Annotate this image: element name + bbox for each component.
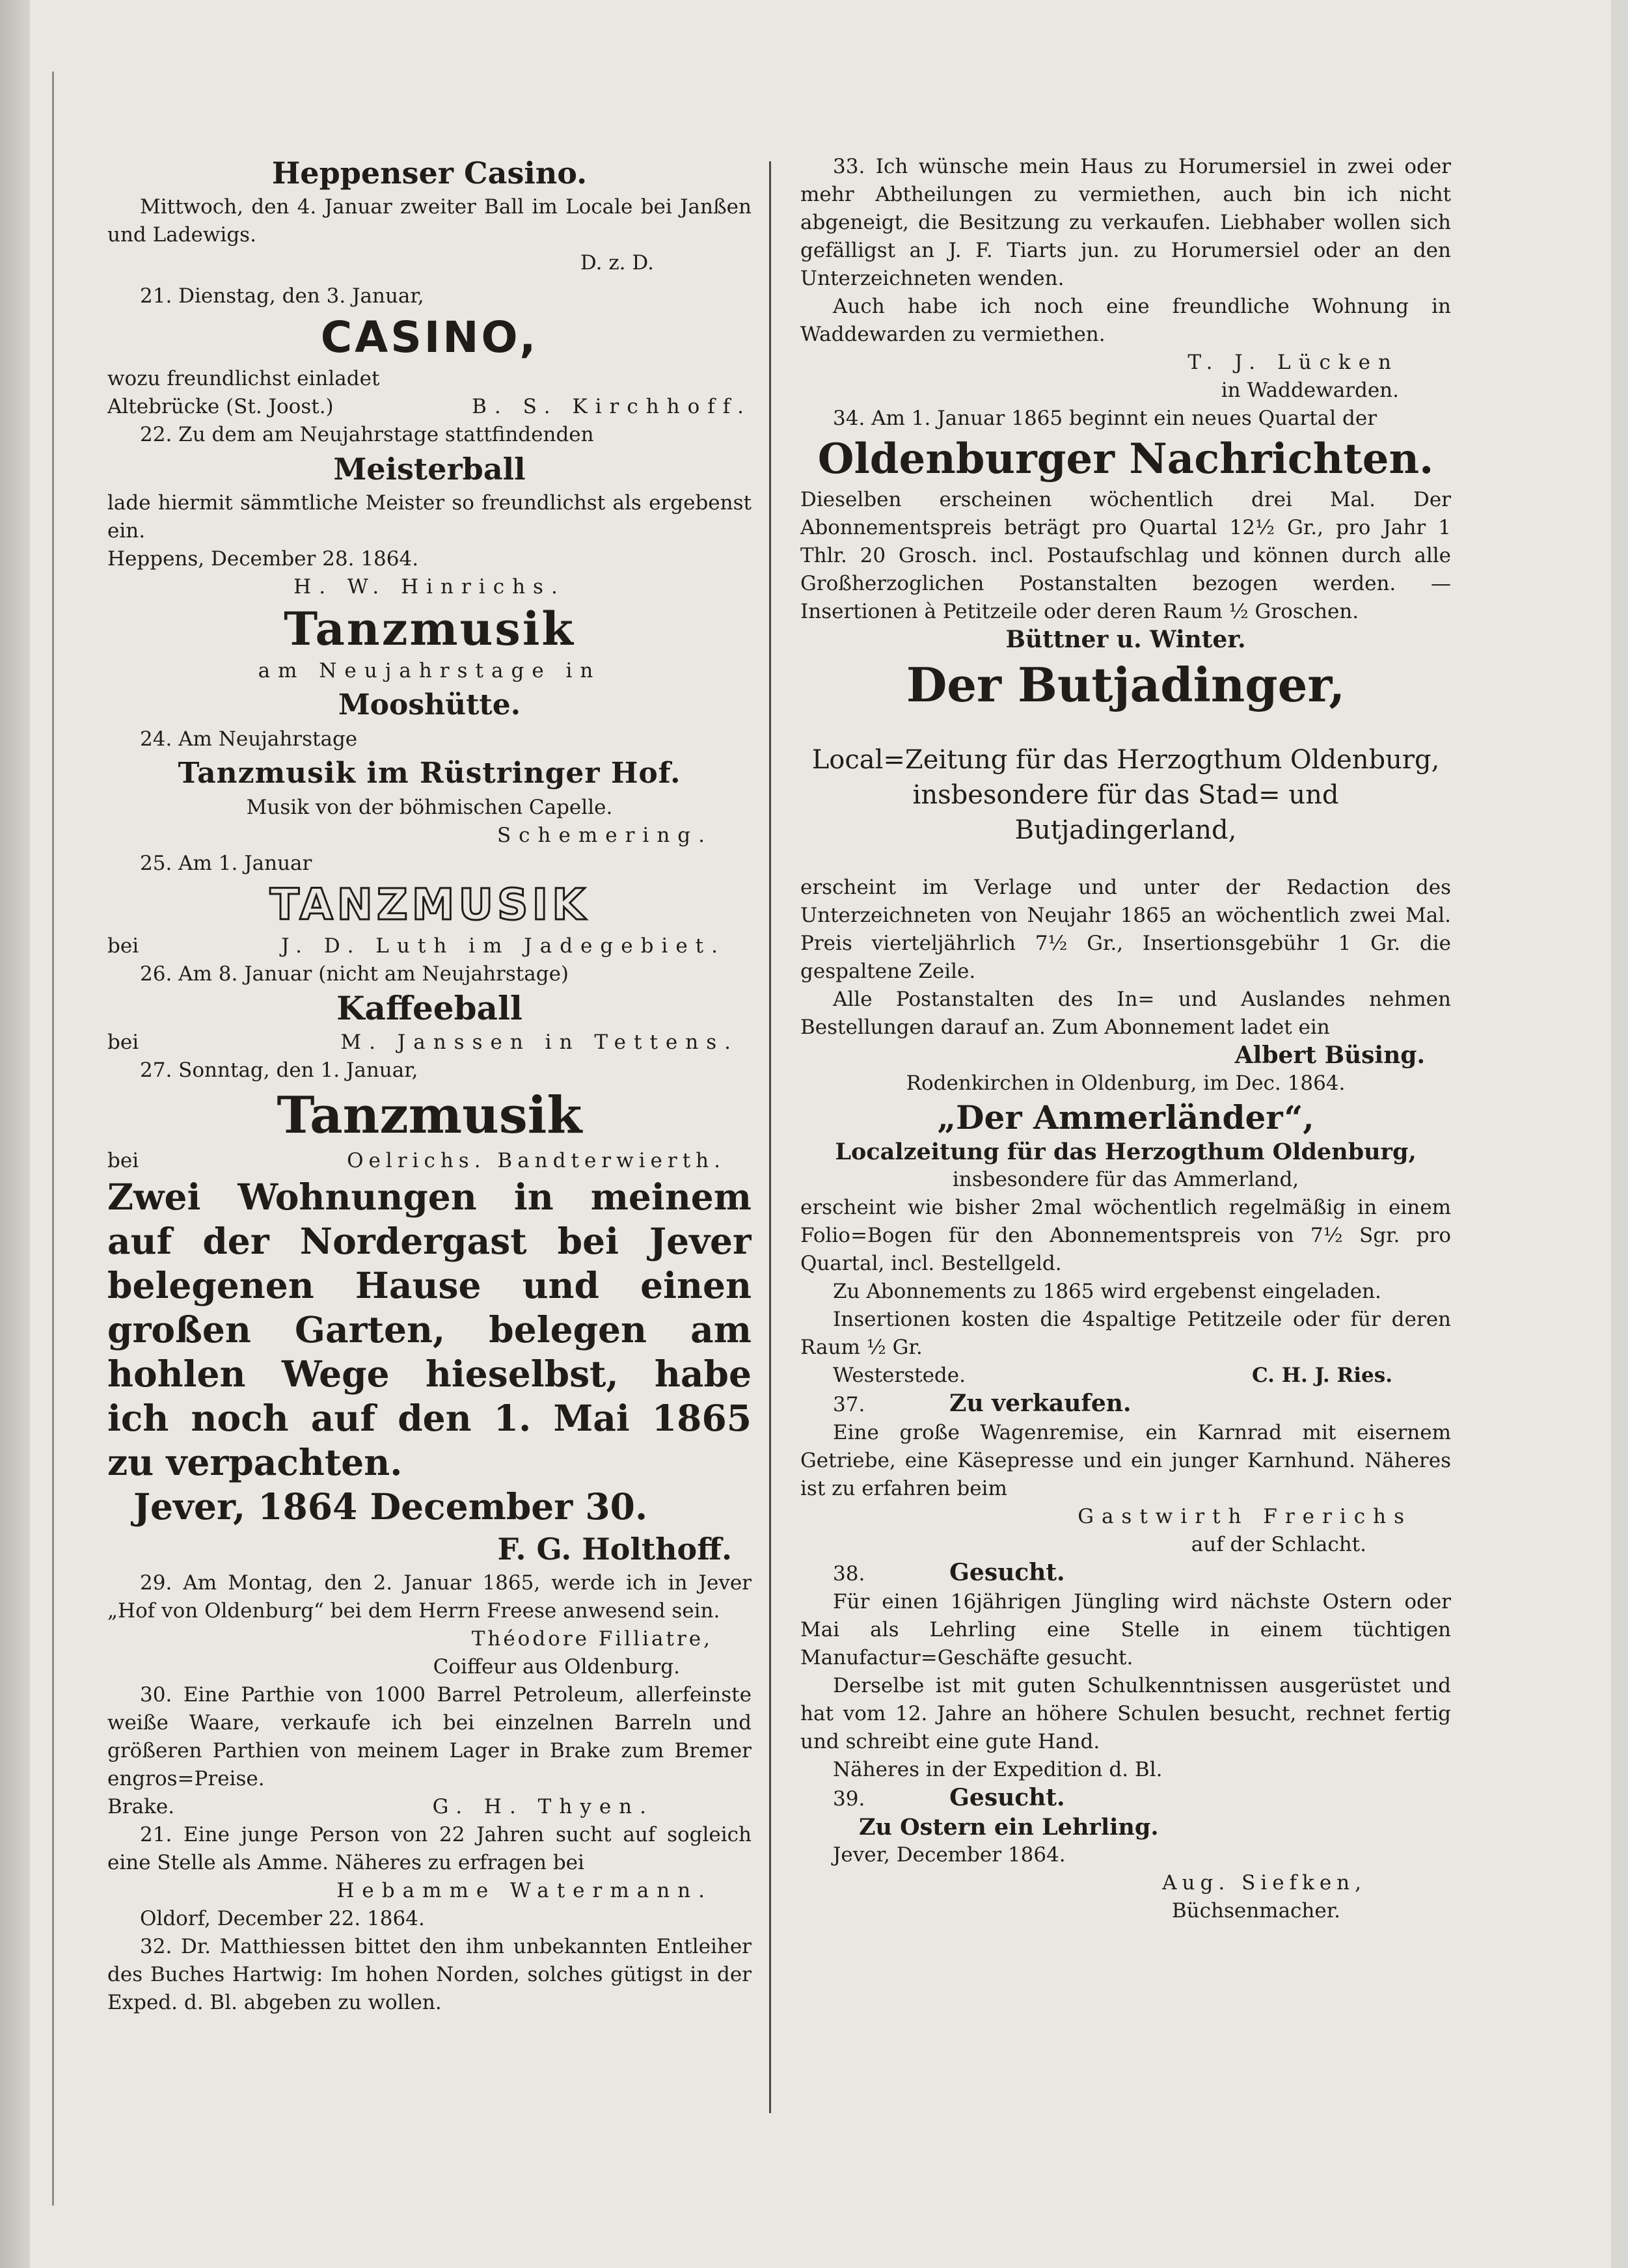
ad-headline: „Der Ammerländer“, <box>937 1098 1314 1137</box>
ad-body: 32. Dr. Matthiessen bittet den ihm unbekannten Entleiher des Buches Hartwig: Im hohen Norden, solches gütigst in der Exped. d. Bl. abgeben zu wollen. <box>107 1935 752 2014</box>
ad-line: 34. Am 1. Januar 1865 beginnt ein neues Quartal der <box>833 407 1377 430</box>
ad-line: 24. Am Neujahrstage <box>140 727 358 751</box>
ad-headline: Meisterball <box>333 452 526 487</box>
ad-line: 26. Am 8. Januar (nicht am Neujahrstage) <box>140 962 569 986</box>
ad-signature: Büttner u. Winter. <box>1005 626 1246 653</box>
ad-signature: G. H. Thyen. <box>432 1795 654 1818</box>
ad-headline: CASINO, <box>320 312 539 362</box>
ad-place: Westerstede. <box>833 1364 966 1387</box>
ad-heppenser-casino <box>107 153 752 277</box>
ad-bei: bei <box>107 1149 139 1172</box>
ad-signature: Oelrichs. Bandterwierth. <box>347 1149 726 1172</box>
ad-bei: bei <box>107 934 139 958</box>
ad-headline: TANZMUSIK <box>269 880 590 930</box>
ad-body-2: Zu Abonnements zu 1865 wird ergebenst eingeladen. <box>833 1280 1381 1303</box>
ad-signature: Théodore Filliatre, <box>471 1627 712 1651</box>
ad-subheadline: Local=Zeitung für das Herzogthum Oldenburg, insbesondere für das Stad= und Butjadingerland, <box>811 745 1440 845</box>
ad-line: 27. Sonntag, den 1. Januar, <box>140 1059 418 1082</box>
ad-subheadline-2: insbesondere für das Ammerland, <box>952 1168 1299 1191</box>
ad-headline: Tanzmusik <box>284 602 575 656</box>
ad-30 <box>107 1681 752 1821</box>
ad-signature: M. Janssen in Tettens. <box>340 1031 739 1054</box>
ad-signature: H. W. Hinrichs. <box>293 575 565 599</box>
ad-body: Zwei Wohnungen in meinem auf der Nordergast bei Jever belegenen Hause und einen großen Garten, belegen am hohlen Wege hieselbst, habe ich noch auf den 1. Mai 1865 zu verpachten. <box>107 1176 752 1483</box>
ad-body: erscheint wie bisher 2mal wöchentlich regelmäßig in einem Folio=Bogen für den Abonnementspreis von 7½ Sgr. pro Quartal, incl. Bestellgeld. <box>800 1196 1451 1275</box>
ad-headline: Oldenburger Nachrichten. <box>817 435 1434 483</box>
ad-signature: Gastwirth Frerichs <box>1078 1505 1412 1528</box>
ad-38 <box>800 1559 1451 1784</box>
ad-37 <box>800 1390 1451 1559</box>
ad-number: 39. <box>833 1787 865 1811</box>
ad-sign-row <box>800 1362 1451 1390</box>
ad-signature: B. S. Kirchhoff. <box>472 395 752 418</box>
ad-heading-row <box>800 1390 1451 1419</box>
left-column <box>107 153 752 2183</box>
ad-headline: Heppenser Casino. <box>271 155 588 191</box>
ad-bei: bei <box>107 1031 139 1054</box>
ad-heading-row <box>800 1559 1451 1588</box>
ad-headline: Gesucht. <box>949 1784 1065 1811</box>
ad-body-2: Derselbe ist mit guten Schulkenntnissen ausgerüstet und hat vom 12. Jahre an höhere Schulen besucht, rechnet fertig und schreibt eine gute Hand. <box>800 1674 1451 1753</box>
ad-headline: Tanzmusik <box>277 1086 582 1145</box>
ad-body: Eine große Wagenremise, ein Karnrad mit eisernem Getriebe, eine Käsepresse und ein junger Karnhund. Näheres ist zu erfahren beim <box>800 1421 1451 1500</box>
ad-body-3: Insertionen kosten die 4spaltige Petitzeile oder für deren Raum ½ Gr. <box>800 1308 1451 1359</box>
ad-body-3: Näheres in der Expedition d. Bl. <box>833 1758 1163 1781</box>
ad-headline: Gesucht. <box>949 1559 1065 1586</box>
book-spine <box>0 0 30 2268</box>
ad-body: Mittwoch, den 4. Januar zweiter Ball im Locale bei Janßen und Ladewigs. <box>107 195 752 247</box>
ad-sign-row <box>107 1147 752 1175</box>
ad-body: erscheint im Verlage und unter der Redaction des Unterzeichneten von Neujahr 1865 an wöchentlich zwei Mal. Preis vierteljährlich 7½ Gr., Insertionsgebühr 1 Gr. die gespaltene Zeile. <box>800 876 1451 983</box>
ad-signature-place: auf der Schlacht. <box>1191 1533 1366 1556</box>
ad-sign-row <box>107 1029 752 1057</box>
ad-27 <box>107 1057 752 1175</box>
ad-place: Mooshütte. <box>338 688 521 722</box>
ad-32 <box>107 1933 752 2017</box>
ad-34 <box>800 405 1451 654</box>
ad-body: Für einen 16jährigen Jüngling wird nächste Ostern oder Mai als Lehrling eine Stelle in einem tüchtigen Manufactur=Geschäfte gesucht. <box>800 1590 1451 1669</box>
ad-subheadline: Localzeitung für das Herzogthum Oldenburg, <box>835 1139 1417 1165</box>
ad-headline: Der Butjadinger, <box>906 657 1346 712</box>
ad-line: am Neujahrstage in <box>258 659 601 682</box>
ad-date: Jever, December 1864. <box>833 1843 1066 1867</box>
ad-body: Musik von der böhmischen Capelle. <box>246 796 613 819</box>
ad-signature: J. D. Luth im Jadegebiet. <box>281 934 726 958</box>
ad-sign-row <box>107 932 752 960</box>
ad-signature: Albert Büsing. <box>1234 1042 1425 1069</box>
page-edge-line <box>52 72 54 2206</box>
ad-date: Oldorf, December 22. 1864. <box>140 1907 425 1930</box>
ad-25 <box>107 850 752 960</box>
ad-body-2: Auch habe ich noch eine freundliche Wohnung in Waddewarden zu vermiethen. <box>800 295 1451 346</box>
column-divider <box>769 161 771 2113</box>
ad-number: 38. <box>833 1562 865 1586</box>
ad-signature-title: Coiffeur aus Oldenburg. <box>433 1655 680 1679</box>
ad-line: 22. Zu dem am Neujahrstage stattfindenden <box>140 423 594 446</box>
ad-line: 25. Am 1. Januar <box>140 852 312 875</box>
ad-ammerlaender <box>800 1098 1451 1390</box>
ad-headline: Tanzmusik im Rüstringer Hof. <box>178 757 681 790</box>
ad-body: 30. Eine Parthie von 1000 Barrel Petroleum, allerfeinste weiße Waare, verkaufe ich bei einzelnen Barreln und größeren Parthien von meinem Lager in Brake zum Bremer engros=Preise. <box>107 1683 752 1790</box>
ad-28 <box>107 1175 752 1569</box>
ad-subheadline: Zu Ostern ein Lehrling. <box>859 1814 1159 1841</box>
ad-24 <box>107 725 752 850</box>
ad-body: lade hiermit sämmtliche Meister so freundlichst als ergebenst ein. <box>107 491 752 543</box>
ad-29 <box>107 1569 752 1681</box>
ad-headline: Kaffeeball <box>336 989 522 1027</box>
ad-signature: D. z. D. <box>580 251 654 275</box>
ad-26 <box>107 960 752 1057</box>
ad-butjadinger <box>800 654 1451 1098</box>
ad-headline: Zu verkaufen. <box>949 1390 1132 1417</box>
ad-body: 33. Ich wünsche mein Haus zu Horumersiel in zwei oder mehr Abtheilungen zu vermiethen, auch bin ich nicht abgeneigt, die Besitzung zu verkaufen. Liebhaber wollen sich gefälligst an J. F. Tiarts jun. zu Horumersiel oder an den Unterzeichneten wenden. <box>800 155 1451 290</box>
ad-22 <box>107 421 752 601</box>
ad-date: Rodenkirchen in Oldenburg, im Dec. 1864. <box>906 1072 1346 1095</box>
ad-signature-place: in Waddewarden. <box>1221 379 1399 402</box>
ad-heading-row <box>800 1784 1451 1813</box>
ad-body: Dieselben erscheinen wöchentlich drei Mal. Der Abonnementspreis beträgt pro Quartal 12½ Gr., pro Jahr 1 Thlr. 20 Grosch. incl. Postaufschlag und können durch alle Großherzoglichen Postanstalten bezogen werden. — Insertionen à Petitzeile oder deren Raum ½ Groschen. <box>800 488 1451 623</box>
ad-place: Altebrücke (St. Joost.) <box>107 395 334 418</box>
ad-body: wozu freundlichst einladet <box>107 367 380 390</box>
ad-signature: T. J. Lücken <box>1187 351 1399 374</box>
ad-31 <box>107 1821 752 1933</box>
ad-33 <box>800 153 1451 405</box>
ad-body: 29. Am Montag, den 2. Januar 1865, werde ich in Jever „Hof von Oldenburg“ bei dem Herrn Freese anwesend sein. <box>107 1571 752 1623</box>
ad-signature: Hebamme Watermann. <box>336 1879 712 1902</box>
ad-signature: C. H. J. Ries. <box>1252 1364 1392 1387</box>
ad-place: Brake. <box>107 1795 175 1818</box>
ad-signature: Schemering. <box>496 824 712 847</box>
ad-tanzmusik-mooshuette <box>107 601 752 725</box>
ad-line: 21. Dienstag, den 3. Januar, <box>140 284 424 308</box>
ad-signature: Aug. Siefken, <box>1162 1871 1366 1895</box>
ad-date: Jever, 1864 December 30. <box>133 1485 648 1528</box>
ad-body-2: Alle Postanstalten des In= und Auslandes nehmen Bestellungen darauf an. Zum Abonnement ladet ein <box>800 988 1451 1039</box>
ad-number: 37. <box>833 1393 865 1416</box>
ad-sign-row <box>107 1793 752 1821</box>
ad-39 <box>800 1784 1451 1925</box>
ad-signature-title: Büchsenmacher. <box>1171 1899 1340 1923</box>
ad-21 <box>107 282 752 421</box>
ad-body: 21. Eine junge Person von 22 Jahren sucht auf sogleich eine Stelle als Amme. Näheres zu erfragen bei <box>107 1823 752 1874</box>
ad-signature: F. G. Holthoff. <box>497 1532 732 1567</box>
right-column <box>800 153 1451 2183</box>
ad-place-row <box>107 393 752 421</box>
ad-date: Heppens, December 28. 1864. <box>107 547 419 571</box>
